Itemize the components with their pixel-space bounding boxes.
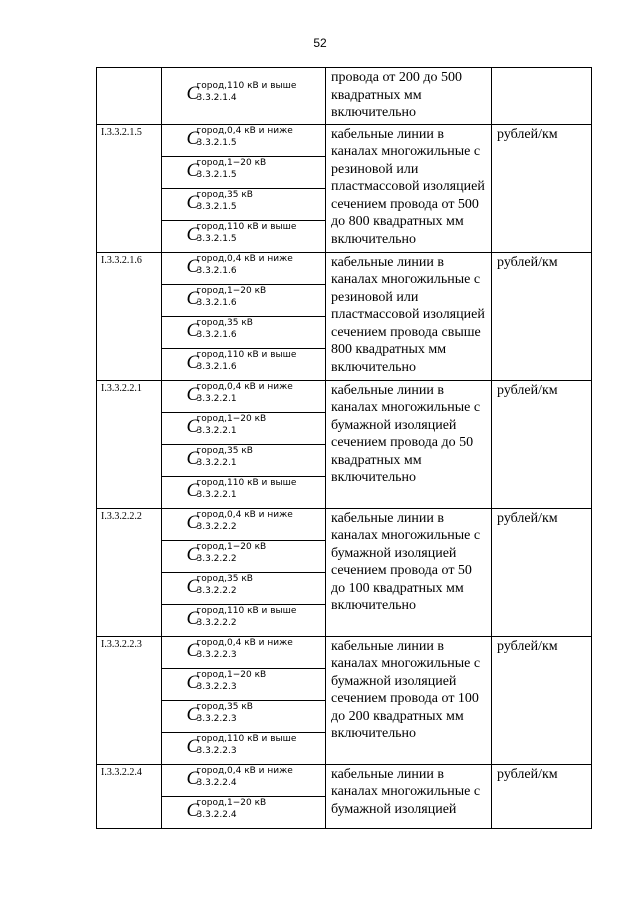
symbol-letter: C: [186, 447, 200, 469]
symbol-superscript: город,0,4 кВ и ниже: [196, 253, 293, 264]
row-code: I.3.3.2.1.5: [97, 124, 162, 252]
rate-symbol: [187, 189, 301, 215]
table-row: [97, 508, 592, 540]
symbol-superscript: город,110 кВ и выше: [196, 733, 297, 744]
rate-symbol-cell: [162, 124, 326, 156]
symbol-superscript: город,1−20 кВ: [196, 413, 267, 424]
rate-symbol: [187, 317, 301, 343]
symbol-subscript: 3.3.2.2.4: [196, 809, 237, 820]
row-code: I.3.3.2.1.6: [97, 252, 162, 380]
table-row: [97, 380, 592, 412]
symbol-subscript: 3.3.2.2.3: [196, 649, 237, 660]
rate-symbol: [187, 637, 301, 663]
symbol-letter: C: [186, 799, 200, 821]
symbol-subscript: 3.3.2.2.1: [196, 457, 237, 468]
symbol-superscript: город,110 кВ и выше: [196, 605, 297, 616]
symbol-letter: C: [186, 415, 200, 437]
symbol-subscript: 3.3.2.1.6: [196, 329, 237, 340]
rate-symbol-cell: [162, 668, 326, 700]
symbol-subscript: 3.3.2.1.5: [196, 169, 237, 180]
rate-symbol-cell: [162, 220, 326, 252]
row-code: I.3.3.2.2.4: [97, 764, 162, 828]
symbol-subscript: 3.3.2.2.3: [196, 745, 237, 756]
symbol-letter: C: [186, 767, 200, 789]
row-description: кабельные линии в каналах многожильные с бумажной изоляцией сечением провода до 50 квадратных мм включительно: [326, 380, 492, 508]
symbol-letter: C: [186, 127, 200, 149]
symbol-letter: C: [186, 639, 200, 661]
symbol-letter: C: [186, 351, 200, 373]
symbol-subscript: 3.3.2.2.4: [196, 777, 237, 788]
rate-symbol: [187, 733, 301, 759]
symbol-letter: C: [186, 255, 200, 277]
rate-symbol: [187, 573, 301, 599]
rate-symbol-cell: [162, 252, 326, 284]
symbol-letter: C: [186, 383, 200, 405]
rate-symbol: [187, 669, 301, 695]
rate-symbol: [187, 445, 301, 471]
symbol-superscript: город,110 кВ и выше: [196, 477, 297, 488]
symbol-superscript: город,35 кВ: [196, 573, 253, 584]
symbol-letter: C: [186, 83, 200, 105]
symbol-subscript: 3.3.2.1.6: [196, 265, 237, 276]
rate-symbol: [187, 477, 301, 503]
rate-symbol-cell: [162, 700, 326, 732]
symbol-subscript: 3.3.2.2.3: [196, 713, 237, 724]
rate-symbol: [187, 80, 301, 106]
row-unit: рублей/км: [492, 380, 592, 508]
table-row: [97, 68, 592, 125]
row-unit: [492, 68, 592, 125]
rate-symbol: [187, 125, 301, 151]
row-description: кабельные линии в каналах многожильные с бумажной изоляцией: [326, 764, 492, 828]
symbol-superscript: город,1−20 кВ: [196, 669, 267, 680]
table-row: [97, 252, 592, 284]
symbol-letter: C: [186, 607, 200, 629]
symbol-superscript: город,0,4 кВ и ниже: [196, 637, 293, 648]
tariff-table-body: [97, 68, 592, 829]
rate-symbol-cell: [162, 604, 326, 636]
row-description: кабельные линии в каналах многожильные с бумажной изоляцией сечением провода от 50 до 100 квадратных мм включительно: [326, 508, 492, 636]
symbol-letter: C: [186, 703, 200, 725]
symbol-superscript: город,0,4 кВ и ниже: [196, 381, 293, 392]
row-unit: рублей/км: [492, 508, 592, 636]
rate-symbol-cell: [162, 476, 326, 508]
symbol-letter: C: [186, 479, 200, 501]
rate-symbol-cell: [162, 348, 326, 380]
symbol-subscript: 3.3.2.2.3: [196, 681, 237, 692]
row-code: [97, 68, 162, 125]
symbol-superscript: город,35 кВ: [196, 445, 253, 456]
rate-symbol-cell: [162, 540, 326, 572]
rate-symbol: [187, 253, 301, 279]
symbol-superscript: город,1−20 кВ: [196, 285, 267, 296]
row-unit: рублей/км: [492, 636, 592, 764]
row-description: кабельные линии в каналах многожильные с бумажной изоляцией сечением провода от 100 до 200 квадратных мм включительно: [326, 636, 492, 764]
page-number: 52: [313, 36, 327, 50]
row-description: провода от 200 до 500 квадратных мм включительно: [326, 68, 492, 125]
row-unit: рублей/км: [492, 764, 592, 828]
row-unit: рублей/км: [492, 124, 592, 252]
symbol-letter: C: [186, 575, 200, 597]
table-row: [97, 636, 592, 668]
symbol-superscript: город,110 кВ и выше: [196, 81, 297, 92]
rate-symbol: [187, 765, 301, 791]
rate-symbol: [187, 701, 301, 727]
rate-symbol-cell: [162, 636, 326, 668]
symbol-subscript: 3.3.2.2.2: [196, 553, 237, 564]
symbol-letter: C: [186, 191, 200, 213]
rate-symbol-cell: [162, 156, 326, 188]
rate-symbol: [187, 157, 301, 183]
row-code: I.3.3.2.2.1: [97, 380, 162, 508]
table-row: [97, 124, 592, 156]
row-description: кабельные линии в каналах многожильные с резиновой или пластмассовой изоляцией сечением провода от 500 до 800 квадратных мм включительно: [326, 124, 492, 252]
rate-symbol: [187, 541, 301, 567]
symbol-superscript: город,0,4 кВ и ниже: [196, 509, 293, 520]
symbol-subscript: 3.3.2.1.4: [196, 93, 237, 104]
rate-symbol-cell: [162, 284, 326, 316]
table-row: [97, 764, 592, 796]
symbol-superscript: город,110 кВ и выше: [196, 221, 297, 232]
rate-symbol: [187, 605, 301, 631]
symbol-letter: C: [186, 735, 200, 757]
symbol-subscript: 3.3.2.1.5: [196, 137, 237, 148]
rate-symbol-cell: [162, 380, 326, 412]
symbol-subscript: 3.3.2.1.6: [196, 361, 237, 372]
symbol-superscript: город,110 кВ и выше: [196, 349, 297, 360]
symbol-superscript: город,1−20 кВ: [196, 157, 267, 168]
rate-symbol: [187, 381, 301, 407]
symbol-letter: C: [186, 543, 200, 565]
rate-symbol-cell: [162, 796, 326, 828]
row-unit: рублей/км: [492, 252, 592, 380]
rate-symbol: [187, 349, 301, 375]
rate-symbol-cell: [162, 444, 326, 476]
symbol-superscript: город,1−20 кВ: [196, 797, 267, 808]
rate-symbol: [187, 413, 301, 439]
symbol-superscript: город,1−20 кВ: [196, 541, 267, 552]
symbol-superscript: город,0,4 кВ и ниже: [196, 125, 293, 136]
symbol-subscript: 3.3.2.1.6: [196, 297, 237, 308]
rate-symbol-cell: [162, 68, 326, 125]
tariff-table: [96, 67, 592, 829]
row-code: I.3.3.2.2.2: [97, 508, 162, 636]
rate-symbol: [187, 797, 301, 823]
symbol-letter: C: [186, 319, 200, 341]
rate-symbol-cell: [162, 732, 326, 764]
symbol-subscript: 3.3.2.1.5: [196, 233, 237, 244]
symbol-superscript: город,35 кВ: [196, 189, 253, 200]
rate-symbol-cell: [162, 572, 326, 604]
symbol-subscript: 3.3.2.1.5: [196, 201, 237, 212]
rate-symbol-cell: [162, 316, 326, 348]
rate-symbol: [187, 285, 301, 311]
symbol-superscript: город,35 кВ: [196, 317, 253, 328]
symbol-letter: C: [186, 287, 200, 309]
rate-symbol-cell: [162, 764, 326, 796]
rate-symbol-cell: [162, 508, 326, 540]
symbol-subscript: 3.3.2.2.2: [196, 521, 237, 532]
rate-symbol: [187, 509, 301, 535]
symbol-subscript: 3.3.2.2.2: [196, 617, 237, 628]
symbol-letter: C: [186, 511, 200, 533]
row-code: I.3.3.2.2.3: [97, 636, 162, 764]
row-description: кабельные линии в каналах многожильные с резиновой или пластмассовой изоляцией сечением провода свыше 800 квадратных мм включительно: [326, 252, 492, 380]
rate-symbol-cell: [162, 412, 326, 444]
symbol-subscript: 3.3.2.2.1: [196, 489, 237, 500]
rate-symbol: [187, 221, 301, 247]
symbol-subscript: 3.3.2.2.2: [196, 585, 237, 596]
symbol-letter: C: [186, 159, 200, 181]
symbol-letter: C: [186, 671, 200, 693]
symbol-superscript: город,35 кВ: [196, 701, 253, 712]
symbol-subscript: 3.3.2.2.1: [196, 393, 237, 404]
symbol-letter: C: [186, 223, 200, 245]
symbol-subscript: 3.3.2.2.1: [196, 425, 237, 436]
symbol-superscript: город,0,4 кВ и ниже: [196, 765, 293, 776]
rate-symbol-cell: [162, 188, 326, 220]
